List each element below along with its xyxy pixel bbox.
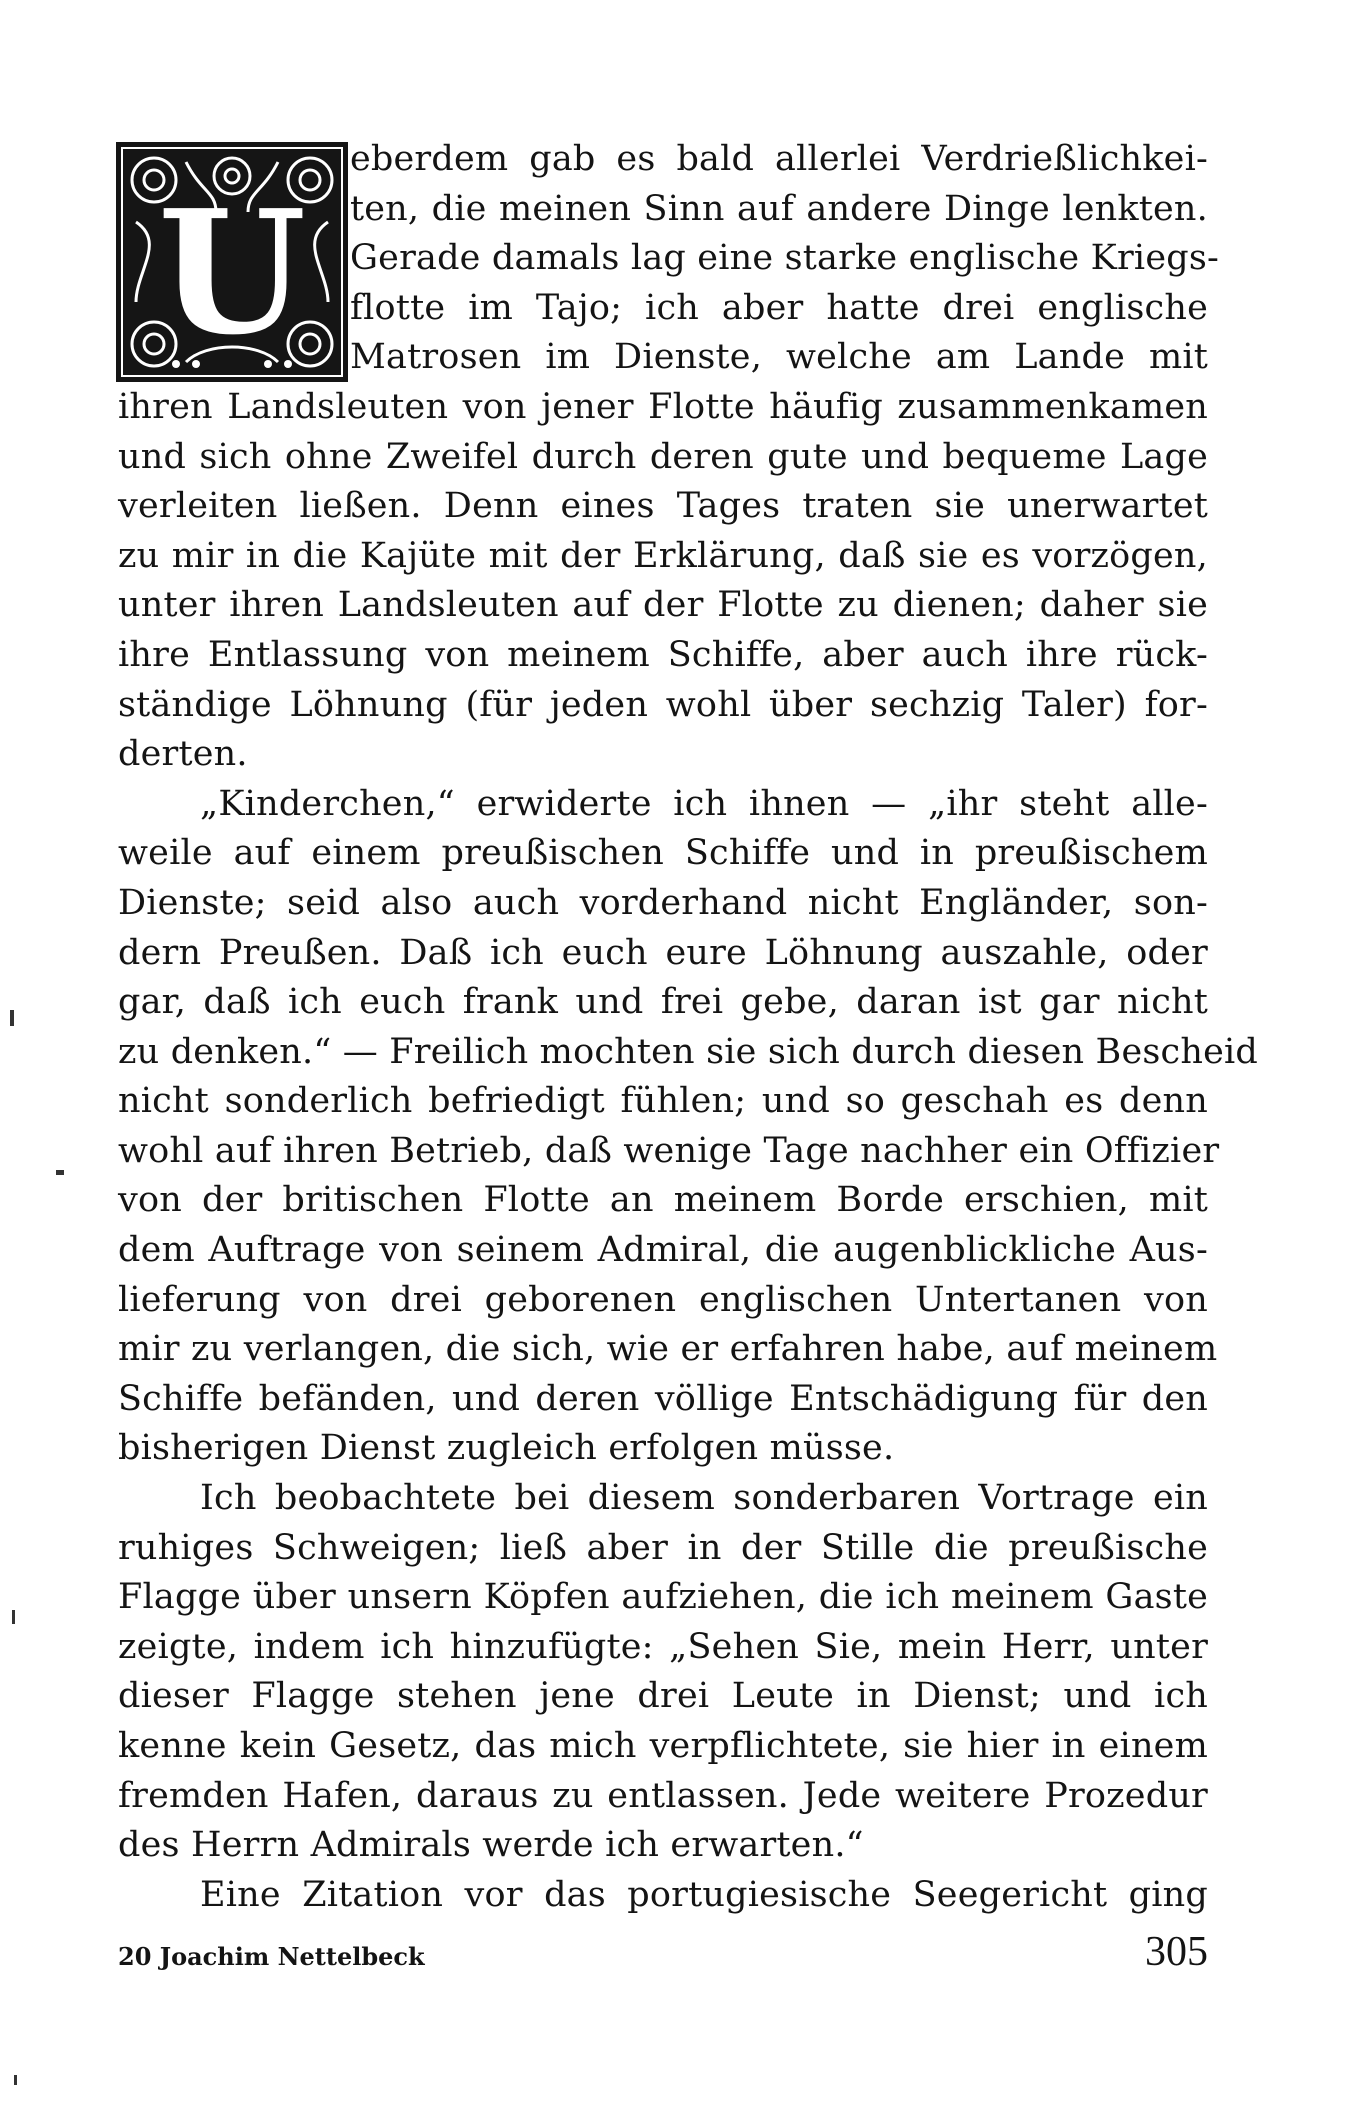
text-line: zu mir in die Kajüte mit der Erklärung, daß sie es vorzögen, — [118, 535, 1208, 576]
text-line: ihren Landsleuten von jener Flotte häufig zusammenkamen — [118, 386, 1208, 427]
text-line: kenne kein Gesetz, das mich verpflichtete, sie hier in einem — [118, 1726, 1208, 1766]
page-footer — [118, 1928, 1208, 1988]
text-line: unter ihren Landsleuten auf der Flotte zu dienen; daher sie — [118, 585, 1208, 626]
text-line: eberdem gab es bald allerlei Verdrießlichkei- — [350, 139, 1208, 179]
text-line: nicht sonderlich befriedigt fühlen; und so geschah es denn — [118, 1081, 1208, 1122]
text-line: gar, daß ich euch frank und frei gebe, daran ist gar nicht — [118, 982, 1208, 1023]
margin-mark — [56, 1170, 64, 1175]
text-line: verleiten ließen. Denn eines Tages traten sie unerwartet — [118, 486, 1208, 527]
body-text — [118, 135, 1258, 1920]
text-line: von der britischen Flotte an meinem Borde erschien, mit — [118, 1180, 1208, 1221]
text-line: ihre Entlassung von meinem Schiffe, aber auch ihre rück- — [118, 634, 1208, 675]
text-line: Schiffe befänden, und deren völlige Entschädigung für den — [118, 1378, 1208, 1419]
text-line: dern Preußen. Daß ich euch eure Löhnung auszahle, oder — [118, 932, 1208, 973]
text-line: Eine Zitation vor das portugiesische Seegericht ging — [200, 1874, 1208, 1915]
margin-mark — [10, 1010, 14, 1026]
text-line: Dienste; seid also auch vorderhand nicht Engländer, son- — [118, 882, 1208, 923]
text-line: Gerade damals lag eine starke englische Kriegs- — [350, 238, 1220, 279]
text-line: und sich ohne Zweifel durch deren gute und bequeme Lage — [118, 436, 1208, 477]
text-line: ständige Löhnung (für jeden wohl über sechzig Taler) for- — [118, 684, 1208, 725]
margin-mark — [12, 1610, 15, 1624]
text-line: des Herrn Admirals werde ich erwarten.“ — [118, 1825, 864, 1866]
text-line: mir zu verlangen, die sich, wie er erfahren habe, auf meinem — [118, 1329, 1218, 1370]
text-line: dem Auftrage von seinem Admiral, die augenblickliche Aus- — [118, 1230, 1208, 1271]
text-line: fremden Hafen, daraus zu entlassen. Jede weitere Prozedur — [118, 1775, 1208, 1816]
text-line: derten. — [118, 734, 248, 775]
text-line: lieferung von drei geborenen englischen Untertanen von — [118, 1279, 1208, 1320]
text-line: dieser Flagge stehen jene drei Leute in Dienst; und ich — [118, 1676, 1208, 1717]
text-line: ten, die meinen Sinn auf andere Dinge lenkten. — [350, 188, 1208, 229]
text-line: zu denken.“ — Freilich mochten sie sich durch diesen Bescheid — [118, 1031, 1258, 1072]
text-line: Ich beobachtete bei diesem sonderbaren Vortrage ein — [200, 1478, 1208, 1519]
text-line: wohl auf ihren Betrieb, daß wenige Tage nachher ein Offizier — [118, 1130, 1220, 1171]
drop-cap-letter: U — [157, 173, 307, 373]
text-line: weile auf einem preußischen Schiffe und in preußischem — [118, 833, 1208, 874]
text-line: Matrosen im Dienste, welche am Lande mit — [350, 337, 1208, 378]
page-number: 305 — [1145, 1929, 1208, 1975]
text-line: bisherigen Dienst zugleich erfolgen müsse. — [118, 1428, 895, 1469]
text-line: flotte im Tajo; ich aber hatte drei englische — [350, 287, 1208, 328]
text-line: Flagge über unsern Köpfen aufziehen, die ich meinem Gaste — [118, 1577, 1208, 1618]
text-line: ruhiges Schweigen; ließ aber in der Stille die preußische — [118, 1527, 1208, 1568]
text-line: zeigte, indem ich hinzufügte: „Sehen Sie, mein Herr, unter — [118, 1626, 1208, 1667]
text-line: „Kinderchen,“ erwiderte ich ihnen — „ihr steht alle- — [200, 783, 1208, 824]
printer-signature: 20 Joachim Nettelbeck — [118, 1942, 425, 1971]
margin-mark — [14, 2075, 17, 2085]
